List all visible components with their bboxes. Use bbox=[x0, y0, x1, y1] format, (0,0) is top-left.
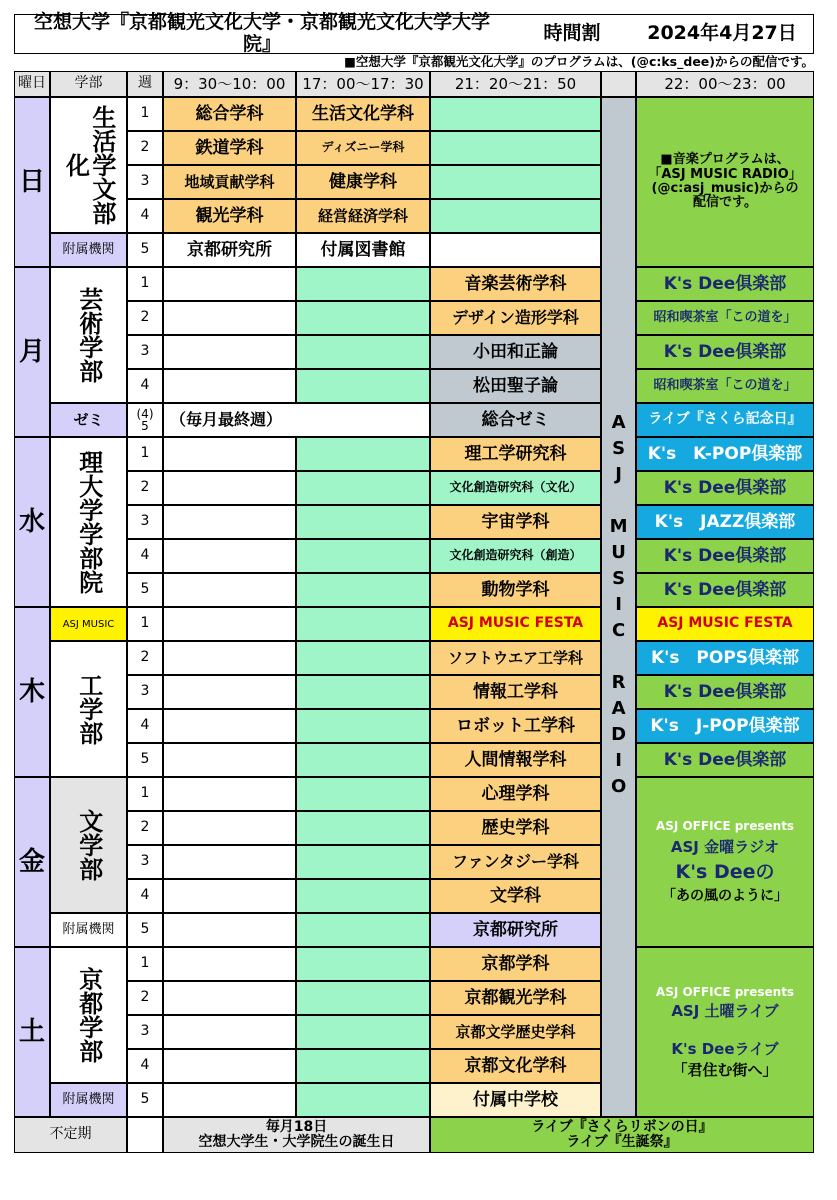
week-num: 4 bbox=[127, 199, 163, 233]
course-cell-empty bbox=[163, 641, 296, 675]
radio-column-text: ASJ MUSIC RADIO bbox=[608, 412, 630, 802]
course-cell-empty bbox=[163, 777, 296, 811]
radio-program-line: ASJ 金曜ラジオ bbox=[670, 838, 780, 857]
course-cell-empty bbox=[296, 675, 430, 709]
course-cell-empty bbox=[163, 369, 296, 403]
day-label-sat: 土 bbox=[14, 947, 50, 1117]
header-day: 曜日 bbox=[14, 71, 50, 97]
week-num: 1 bbox=[127, 947, 163, 981]
radio-program-line: K's Deeの bbox=[675, 860, 775, 883]
week-num: 1 bbox=[127, 267, 163, 301]
title-text: 空想大学『京都観光文化大学・京都観光文化大学大学院』 bbox=[33, 11, 490, 55]
header-radio-blank bbox=[601, 71, 636, 97]
course-cell-empty bbox=[296, 369, 430, 403]
faculty-wed: 理大学学部院 bbox=[50, 437, 127, 607]
radio-column bbox=[601, 97, 636, 1117]
course-cell: 京都文学歴史学科 bbox=[430, 1015, 601, 1049]
timetable-sheet bbox=[14, 11, 814, 1186]
title-schedule-label: 時間割 bbox=[543, 22, 601, 45]
course-cell-empty bbox=[296, 471, 430, 505]
course-cell: 宇宙学科 bbox=[430, 505, 601, 539]
course-cell-empty bbox=[163, 913, 296, 947]
week-num: 5 bbox=[127, 913, 163, 947]
course-cell: 生活文化学科 bbox=[296, 97, 430, 131]
week-num: 2 bbox=[127, 471, 163, 505]
course-cell: ロボット工学科 bbox=[430, 709, 601, 743]
course-cell: 情報工学科 bbox=[430, 675, 601, 709]
course-cell-empty bbox=[163, 573, 296, 607]
radio-program: 昭和喫茶室「この道を」 bbox=[636, 369, 814, 403]
course-cell-empty bbox=[296, 505, 430, 539]
radio-program-line: ASJ OFFICE presents bbox=[655, 819, 795, 834]
music-program-note: ■音楽プログラムは、「ASJ MUSIC RADIO」(@c:asj_music)からの配信です。 bbox=[636, 97, 814, 267]
faculty-affil-sun: 附属機関 bbox=[50, 233, 127, 267]
day-label-wed: 水 bbox=[14, 437, 50, 607]
week-num: 1 bbox=[127, 777, 163, 811]
course-cell-empty bbox=[163, 879, 296, 913]
radio-program: K's JAZZ倶楽部 bbox=[636, 505, 814, 539]
course-cell: 地域貢献学科 bbox=[163, 165, 296, 199]
week-num: 4 bbox=[127, 1049, 163, 1083]
irregular-line: 空想大学生・大学院生の誕生日 bbox=[198, 1134, 395, 1150]
course-cell-festa: ASJ MUSIC FESTA bbox=[430, 607, 601, 641]
course-cell-empty bbox=[430, 233, 601, 267]
week-num: 3 bbox=[127, 675, 163, 709]
course-cell: 健康学科 bbox=[296, 165, 430, 199]
radio-program: ASJ MUSIC FESTA bbox=[636, 607, 814, 641]
course-cell: 文化創造研究科（創造） bbox=[430, 539, 601, 573]
week-num: 3 bbox=[127, 335, 163, 369]
week-num: 4 bbox=[127, 709, 163, 743]
radio-program: K's Dee倶楽部 bbox=[636, 335, 814, 369]
radio-program-line: K's Deeライブ bbox=[671, 1040, 779, 1059]
course-cell-empty bbox=[296, 777, 430, 811]
course-cell-empty bbox=[296, 641, 430, 675]
day-label-mon: 月 bbox=[14, 267, 50, 437]
course-cell: 経営経済学科 bbox=[296, 199, 430, 233]
course-cell: 鉄道学科 bbox=[163, 131, 296, 165]
course-cell-empty bbox=[430, 199, 601, 233]
course-cell-empty bbox=[163, 437, 296, 471]
irregular-live bbox=[430, 1117, 814, 1153]
course-cell: 文化創造研究科（文化） bbox=[430, 471, 601, 505]
course-cell: 観光学科 bbox=[163, 199, 296, 233]
course-cell-empty bbox=[296, 947, 430, 981]
week-num: 2 bbox=[127, 301, 163, 335]
course-cell-empty bbox=[163, 505, 296, 539]
course-cell-empty bbox=[296, 607, 430, 641]
course-cell: 理工学研究科 bbox=[430, 437, 601, 471]
irregular-birthday bbox=[163, 1117, 430, 1153]
week-num: 2 bbox=[127, 981, 163, 1015]
radio-program: K's Dee倶楽部 bbox=[636, 267, 814, 301]
header-slot-3: 21：20～21：50 bbox=[430, 71, 601, 97]
faculty-thu-tag: ASJ MUSIC bbox=[50, 607, 127, 641]
course-cell-empty bbox=[296, 539, 430, 573]
week-num: 1 bbox=[127, 97, 163, 131]
course-cell: 音楽芸術学科 bbox=[430, 267, 601, 301]
course-cell-empty bbox=[163, 811, 296, 845]
radio-program: K's J-POP倶楽部 bbox=[636, 709, 814, 743]
week-num: 1 bbox=[127, 437, 163, 471]
faculty-zemi: ゼミ bbox=[50, 403, 127, 437]
course-cell-empty bbox=[296, 913, 430, 947]
faculty-thu: 工学部 bbox=[50, 641, 127, 777]
radio-program-line: 「あの風のように」 bbox=[662, 887, 788, 904]
course-cell-empty bbox=[296, 811, 430, 845]
radio-program-line: ASJ OFFICE presents bbox=[655, 984, 795, 999]
course-cell: ソフトウエア工学科 bbox=[430, 641, 601, 675]
week-num: 3 bbox=[127, 165, 163, 199]
course-cell-empty bbox=[296, 437, 430, 471]
course-cell: デザイン造形学科 bbox=[430, 301, 601, 335]
zemi-note: （毎月最終週） bbox=[163, 403, 430, 437]
irregular-line: ライブ『さくらリボンの日』 bbox=[531, 1119, 713, 1136]
course-cell-empty bbox=[163, 1083, 296, 1117]
header-faculty: 学部 bbox=[50, 71, 127, 97]
radio-program: K's Dee倶楽部 bbox=[636, 573, 814, 607]
course-cell-empty bbox=[163, 947, 296, 981]
course-cell: 付属図書館 bbox=[296, 233, 430, 267]
irregular-label: 不定期 bbox=[14, 1117, 127, 1153]
irregular-line: ライブ『生誕祭』 bbox=[566, 1134, 678, 1150]
irregular-line: 毎月18日 bbox=[265, 1119, 328, 1136]
header-week: 週 bbox=[127, 71, 163, 97]
title-date: 2024年4月27日 bbox=[647, 22, 797, 45]
week-num: 3 bbox=[127, 505, 163, 539]
course-cell-empty bbox=[163, 335, 296, 369]
faculty-sat: 京都学部 bbox=[50, 947, 127, 1083]
radio-program-friday bbox=[636, 777, 814, 947]
week-num: 5 bbox=[127, 743, 163, 777]
course-cell-empty bbox=[296, 845, 430, 879]
faculty-fri: 文学部 bbox=[50, 777, 127, 913]
week-num: 2 bbox=[127, 131, 163, 165]
week-num: 5 bbox=[127, 233, 163, 267]
course-cell-empty bbox=[296, 573, 430, 607]
course-cell-empty bbox=[296, 335, 430, 369]
week-num: 5 bbox=[127, 573, 163, 607]
course-cell-empty bbox=[163, 267, 296, 301]
irregular-blank bbox=[127, 1117, 163, 1153]
week-num: 3 bbox=[127, 1015, 163, 1049]
radio-program: K's Dee倶楽部 bbox=[636, 539, 814, 573]
course-cell: 総合学科 bbox=[163, 97, 296, 131]
course-cell-empty bbox=[430, 165, 601, 199]
course-cell-empty bbox=[296, 301, 430, 335]
day-label-sun: 日 bbox=[14, 97, 50, 267]
radio-program-line: ASJ 土曜ライブ bbox=[671, 1001, 779, 1020]
header-slot-4: 22：00～23：00 bbox=[636, 71, 814, 97]
course-cell-empty bbox=[163, 607, 296, 641]
faculty-mon: 芸術学部 bbox=[50, 267, 127, 403]
program-note: ■空想大学『京都観光文化大学』のプログラムは、(@c:ks_dee)からの配信です。 bbox=[344, 54, 814, 70]
course-cell-empty bbox=[163, 981, 296, 1015]
course-cell: 動物学科 bbox=[430, 573, 601, 607]
course-cell-empty bbox=[296, 267, 430, 301]
radio-program: K's Dee倶楽部 bbox=[636, 471, 814, 505]
faculty-affil-fri: 附属機関 bbox=[50, 913, 127, 947]
course-cell-empty bbox=[163, 1049, 296, 1083]
header-slot-1: 9：30～10：00 bbox=[163, 71, 296, 97]
course-cell: 付属中学校 bbox=[430, 1083, 601, 1117]
week-num: 5 bbox=[127, 1083, 163, 1117]
week-num: 2 bbox=[127, 641, 163, 675]
radio-program: K's Dee倶楽部 bbox=[636, 675, 814, 709]
week-zemi-b: 5 bbox=[141, 419, 149, 433]
day-label-fri: 金 bbox=[14, 777, 50, 947]
week-num: 4 bbox=[127, 369, 163, 403]
day-label-thu: 木 bbox=[14, 607, 50, 777]
week-zemi-a: (4) bbox=[136, 407, 154, 421]
radio-program: K's POPS倶楽部 bbox=[636, 641, 814, 675]
radio-program: K's K-POP倶楽部 bbox=[636, 437, 814, 471]
course-cell: 京都学科 bbox=[430, 947, 601, 981]
course-cell-empty bbox=[163, 471, 296, 505]
week-num: 4 bbox=[127, 879, 163, 913]
radio-program: ライブ『さくら記念日』 bbox=[636, 403, 814, 437]
radio-program: K's Dee倶楽部 bbox=[636, 743, 814, 777]
course-cell: 京都文化学科 bbox=[430, 1049, 601, 1083]
course-cell-empty bbox=[296, 1015, 430, 1049]
radio-program-saturday bbox=[636, 947, 814, 1117]
radio-program: 昭和喫茶室「この道を」 bbox=[636, 301, 814, 335]
course-cell: 京都研究所 bbox=[163, 233, 296, 267]
course-cell: 小田和正論 bbox=[430, 335, 601, 369]
course-cell-empty bbox=[163, 709, 296, 743]
course-cell: 人間情報学科 bbox=[430, 743, 601, 777]
course-cell: 京都観光学科 bbox=[430, 981, 601, 1015]
course-cell-empty bbox=[296, 743, 430, 777]
radio-program-line: 「君住む街へ」 bbox=[672, 1060, 778, 1079]
course-cell-empty bbox=[163, 1015, 296, 1049]
course-cell-empty bbox=[163, 743, 296, 777]
course-cell-empty bbox=[163, 539, 296, 573]
course-cell-empty bbox=[296, 1083, 430, 1117]
course-cell-empty bbox=[163, 301, 296, 335]
course-cell-empty bbox=[296, 981, 430, 1015]
course-cell: 総合ゼミ bbox=[430, 403, 601, 437]
week-num: 4 bbox=[127, 539, 163, 573]
faculty-affil-sat: 附属機関 bbox=[50, 1083, 127, 1117]
course-cell: 歴史学科 bbox=[430, 811, 601, 845]
course-cell-empty bbox=[163, 675, 296, 709]
week-zemi bbox=[127, 403, 163, 437]
course-cell-empty bbox=[296, 1049, 430, 1083]
week-num: 1 bbox=[127, 607, 163, 641]
course-cell-empty bbox=[296, 709, 430, 743]
course-cell-empty bbox=[163, 845, 296, 879]
course-cell: 京都研究所 bbox=[430, 913, 601, 947]
course-cell: 松田聖子論 bbox=[430, 369, 601, 403]
course-cell: ファンタジー学科 bbox=[430, 845, 601, 879]
header-slot-2: 17：00～17：30 bbox=[296, 71, 430, 97]
course-cell: ディズニー学科 bbox=[296, 131, 430, 165]
week-num: 3 bbox=[127, 845, 163, 879]
course-cell-empty bbox=[296, 879, 430, 913]
course-cell-empty bbox=[430, 131, 601, 165]
course-cell: 文学科 bbox=[430, 879, 601, 913]
course-cell-empty bbox=[430, 97, 601, 131]
faculty-sun: 生活学文部化 bbox=[50, 97, 127, 233]
week-num: 2 bbox=[127, 811, 163, 845]
course-cell: 心理学科 bbox=[430, 777, 601, 811]
